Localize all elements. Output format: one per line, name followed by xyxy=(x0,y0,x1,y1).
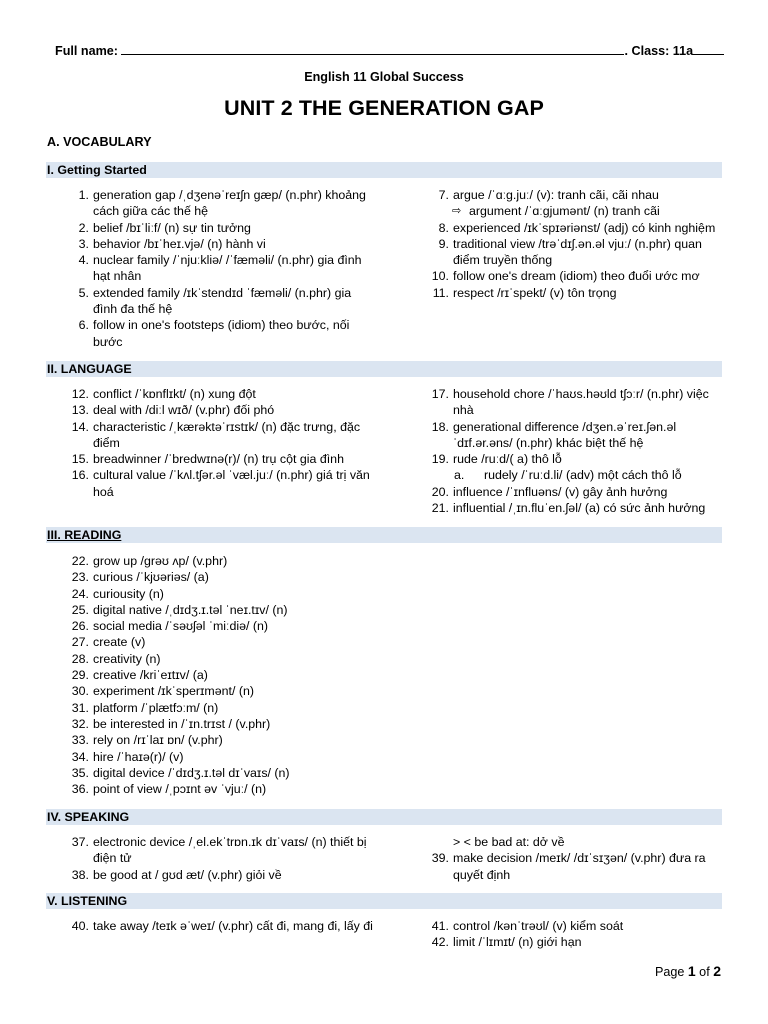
item-text: argue /ˈɑːɡ.juː/ (v): tranh cãi, cãi nhau xyxy=(453,188,659,202)
item-text: make decision /meɪk/ /dɪˈsɪʒən/ (v.phr) đưa ra quyết định xyxy=(453,851,706,882)
vocab-item xyxy=(412,850,722,883)
listening-left-list xyxy=(46,918,376,934)
item-number: 23. xyxy=(71,570,89,585)
item-number: 27. xyxy=(71,635,89,650)
item-text: follow in one's footsteps (idiom) theo bước, nối bước xyxy=(93,318,350,349)
vocab-item xyxy=(46,781,376,797)
section-vocabulary-label: A. VOCABULARY xyxy=(47,135,152,149)
reading-heading-text: III. READING xyxy=(47,528,122,542)
item-text: rely on /rɪˈlaɪ ɒn/ (v.phr) xyxy=(93,733,223,748)
fullname-label: Full name: xyxy=(55,44,122,58)
speaking-right-list xyxy=(412,850,722,883)
item-number: 20. xyxy=(431,484,449,499)
item-text: creativity (n) xyxy=(93,651,161,666)
vocab-item xyxy=(46,569,376,585)
item-number: 37. xyxy=(71,835,89,849)
vocab-item xyxy=(46,467,376,500)
vocab-item xyxy=(46,451,376,467)
vocab-item xyxy=(412,934,722,950)
item-text: generational difference /dʒen.əˈreɪ.ʃən.əl ˈdɪf.ər.əns/ (n.phr) khác biệt thế hệ xyxy=(453,419,677,450)
item-number: 31. xyxy=(71,700,89,715)
vocab-item xyxy=(46,236,376,252)
page-total: 2 xyxy=(713,963,721,979)
item-number: 17. xyxy=(431,387,449,401)
sub-letter: a. xyxy=(454,468,465,483)
item-text: cultural value /ˈkʌl.tʃər.əl ˈvæl.juː/ (n.phr) giá trị văn hoá xyxy=(93,468,370,499)
item-text: control /kənˈtrəʊl/ (v) kiểm soát xyxy=(453,919,624,933)
item-number: 30. xyxy=(71,684,89,699)
item-number: 40. xyxy=(71,919,89,933)
item-number: 3. xyxy=(78,236,89,251)
vocab-item xyxy=(412,419,722,452)
vocab-item xyxy=(46,553,376,569)
vocab-item xyxy=(412,500,722,516)
vocab-item xyxy=(46,716,376,732)
item-number: 13. xyxy=(71,403,89,418)
item-text: limit /ˈlɪmɪt/ (n) giới hạn xyxy=(453,935,582,950)
item-number: 34. xyxy=(71,749,89,764)
page-current: 1 xyxy=(687,963,696,979)
item-text: platform /ˈplætfɔːm/ (n) xyxy=(93,700,219,715)
item-number: 15. xyxy=(71,452,89,467)
item-text: behavior /bɪˈheɪ.vjə/ (n) hành vi xyxy=(93,236,266,251)
vocab-item xyxy=(46,732,376,748)
item-number: 28. xyxy=(71,651,89,666)
vocab-item xyxy=(46,317,376,350)
vocab-item xyxy=(46,700,376,716)
derived-word xyxy=(412,467,722,483)
item-text: generation gap /ˌdʒenəˈreɪʃn ɡæp/ (n.phr) khoảng cách giữa các thế hệ xyxy=(93,188,366,219)
section-heading-reading xyxy=(46,527,722,543)
vocab-item xyxy=(412,285,722,301)
item-text: create (v) xyxy=(93,635,146,650)
vocab-item xyxy=(412,484,722,500)
vocab-item xyxy=(46,618,376,634)
vocab-item xyxy=(412,451,722,467)
section-heading-getting-started: I. Getting Started xyxy=(46,162,722,178)
item-text: creative /kriˈeɪtɪv/ (a) xyxy=(93,668,208,683)
vocab-item xyxy=(46,586,376,602)
item-number: 36. xyxy=(71,782,89,797)
item-number: 29. xyxy=(71,668,89,683)
vocab-item xyxy=(412,236,722,269)
item-number: 33. xyxy=(71,733,89,748)
vocab-item xyxy=(412,187,722,203)
vocab-item xyxy=(46,867,376,883)
item-text: hire /ˈhaɪə(r)/ (v) xyxy=(93,749,184,764)
item-text: follow one's dream (idiom) theo đuổi ước mơ xyxy=(453,269,700,284)
item-number: 11. xyxy=(432,285,449,300)
item-text: point of view /ˌpɔɪnt əv ˈvjuː/ (n) xyxy=(93,782,267,797)
vocab-item xyxy=(46,252,376,285)
page-label: Page xyxy=(654,965,688,979)
item-number: 5. xyxy=(78,285,89,300)
item-number: 38. xyxy=(71,867,89,882)
reading-list xyxy=(46,553,376,797)
item-number: 6. xyxy=(78,318,89,333)
worksheet-page xyxy=(46,0,722,1024)
vocab-item xyxy=(46,918,376,934)
item-text: electronic device /ˌel.ekˈtrɒn.ɪk dɪˈvaɪs/ (n) thiết bị điện tử xyxy=(93,835,367,866)
item-text: nuclear family /ˈnjuːkliə/ /ˈfæməli/ (n.phr) gia đình hạt nhân xyxy=(93,253,362,284)
item-text: curious /ˈkjʊəriəs/ (a) xyxy=(93,570,209,585)
unit-title: UNIT 2 THE GENERATION GAP xyxy=(224,96,544,120)
item-text: deal with /diːl wɪð/ (v.phr) đối phó xyxy=(93,403,275,418)
item-text: digital native /ˌdɪdʒ.ɪ.təl ˈneɪ.tɪv/ (n) xyxy=(93,602,288,617)
item-number: 41. xyxy=(431,919,449,933)
item-number: 2. xyxy=(78,220,89,235)
item-number: 18. xyxy=(431,419,449,434)
item-number: 10. xyxy=(431,269,449,284)
item-text: be interested in /ˈɪn.trɪst / (v.phr) xyxy=(93,716,271,731)
language-left-list xyxy=(46,386,376,500)
item-number: 16. xyxy=(71,468,89,483)
vocab-item xyxy=(46,187,376,220)
item-text: belief /bɪˈliːf/ (n) sự tin tưởng xyxy=(93,220,251,235)
item-text: extended family /ɪkˈstendɪd ˈfæməli/ (n.phr) gia đình đa thế hệ xyxy=(93,285,352,317)
item-text: curiousity (n) xyxy=(93,586,164,601)
item-number: 4. xyxy=(78,253,89,268)
vocab-item xyxy=(412,918,722,934)
speaking-antonym-note: > < be bad at: dở về xyxy=(453,835,565,849)
item-text: be good at / ɡʊd æt/ (v.phr) giỏi về xyxy=(93,867,282,882)
vocab-item xyxy=(46,834,376,867)
language-right-list xyxy=(412,386,722,516)
derived-word-text: rudely /ˈruːd.li/ (adv) một cách thô lỗ xyxy=(484,468,682,483)
item-number: 19. xyxy=(431,452,449,467)
item-text: experienced /ɪkˈspɪəriənst/ (adj) có kinh nghiệm xyxy=(453,220,716,235)
item-text: take away /teɪk əˈweɪ/ (v.phr) cất đi, mang đi, lấy đi xyxy=(93,919,373,933)
item-text: characteristic /ˌkærəktəˈrɪstɪk/ (n) đặc trưng, đặc điểm xyxy=(93,419,361,450)
vocab-item xyxy=(46,651,376,667)
item-number: 9. xyxy=(438,236,449,251)
item-number: 21. xyxy=(431,501,449,516)
vocab-item xyxy=(412,220,722,236)
item-text: digital device /ˈdɪdʒ.ɪ.təl dɪˈvaɪs/ (n) xyxy=(93,765,290,780)
item-number: 26. xyxy=(71,619,89,634)
vocab-item xyxy=(46,220,376,236)
name-class-line xyxy=(55,43,714,58)
fullname-blank xyxy=(121,43,624,55)
item-text: rude /ruːd/( a) thô lỗ xyxy=(453,452,562,467)
vocab-item xyxy=(46,402,376,418)
vocab-item xyxy=(412,386,722,419)
vocab-item xyxy=(46,634,376,650)
item-text: household chore /ˈhaʊs.həʊld tʃɔːr/ (n.phr) việc nhà xyxy=(453,387,709,418)
item-text: traditional view /trəˈdɪʃ.ən.əl vjuː/ (n.phr) quan điểm truyền thống xyxy=(453,236,702,268)
speaking-left-list xyxy=(46,834,376,883)
item-text: social media /ˈsəʊʃəl ˈmiːdiə/ (n) xyxy=(93,619,269,634)
course-subtitle: English 11 Global Success xyxy=(304,70,464,84)
vocab-item xyxy=(412,268,722,284)
item-text: conflict /ˈkɒnflɪkt/ (n) xung đột xyxy=(93,387,256,401)
getting-started-left-list xyxy=(46,187,376,350)
item-number: 25. xyxy=(71,602,89,617)
item-number: 35. xyxy=(71,765,89,780)
listening-right-list xyxy=(412,918,722,951)
derived-word-text: argument /ˈɑːɡjumənt/ (n) tranh cãi xyxy=(469,204,660,219)
vocab-item xyxy=(46,419,376,452)
item-number: 42. xyxy=(431,935,449,950)
vocab-item xyxy=(46,386,376,402)
class-blank xyxy=(693,43,724,55)
section-heading-speaking: IV. SPEAKING xyxy=(46,809,722,825)
item-text: breadwinner /ˈbredwɪnə(r)/ (n) trụ cột gia đình xyxy=(93,452,344,467)
item-number: 22. xyxy=(71,554,89,568)
page-number xyxy=(655,963,721,979)
item-number: 39. xyxy=(431,851,449,866)
item-text: experiment /ɪkˈsperɪmənt/ (n) xyxy=(93,684,254,699)
vocab-item xyxy=(46,749,376,765)
item-number: 8. xyxy=(438,220,449,235)
item-text: influential /ˌɪn.fluˈen.ʃəl/ (a) có sức ảnh hưởng xyxy=(453,501,706,516)
of-label: of xyxy=(695,965,714,979)
item-number: 24. xyxy=(71,586,89,601)
item-text: influence /ˈɪnfluəns/ (v) gây ảnh hưởng xyxy=(453,484,668,499)
section-heading-listening: V. LISTENING xyxy=(46,893,722,909)
vocab-item xyxy=(46,683,376,699)
derived-word xyxy=(412,203,722,219)
item-number: 32. xyxy=(71,716,89,731)
getting-started-right-list xyxy=(412,187,722,301)
item-number: 1. xyxy=(78,188,89,202)
vocab-item xyxy=(46,602,376,618)
vocab-item xyxy=(46,285,376,318)
item-text: grow up /ɡrəʊ ʌp/ (v.phr) xyxy=(93,554,228,568)
section-heading-language: II. LANGUAGE xyxy=(46,361,722,377)
item-number: 7. xyxy=(438,188,449,202)
vocab-item xyxy=(46,765,376,781)
item-text: respect /rɪˈspekt/ (v) tôn trọng xyxy=(453,285,617,300)
vocab-item xyxy=(46,667,376,683)
item-number: 14. xyxy=(71,419,89,434)
speaking-right-column xyxy=(412,834,722,883)
class-label: . Class: 11a xyxy=(624,44,694,58)
arrow-icon: ⇨ xyxy=(452,204,462,218)
item-number: 12. xyxy=(71,387,89,401)
